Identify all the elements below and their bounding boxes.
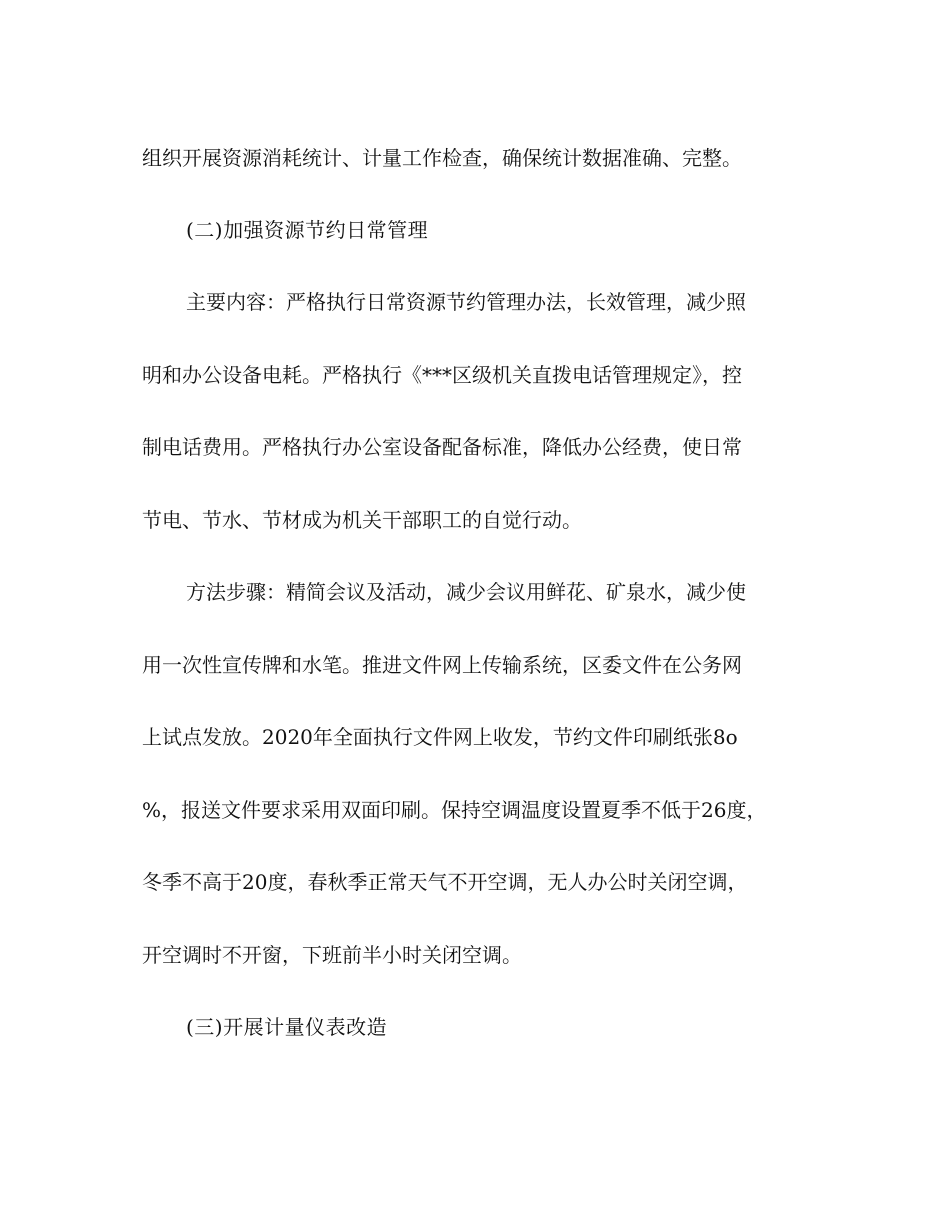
paragraph-line: 用一次性宣传牌和水笔。推进文件网上传输系统，区委文件在公务网 <box>142 653 742 677</box>
paragraph-line: 上试点发放。2020年全面执行文件网上收发，节约文件印刷纸张8o <box>142 725 738 749</box>
paragraph-line: 方法步骤：精简会议及活动，减少会议用鲜花、矿泉水，减少使 <box>186 580 746 604</box>
paragraph-line: 主要内容：严格执行日常资源节约管理办法，长效管理，减少照 <box>186 290 746 314</box>
paragraph-line: 制电话费用。严格执行办公室设备配备标准，降低办公经费，使日常 <box>142 435 742 459</box>
paragraph-line: %，报送文件要求采用双面印刷。保持空调温度设置夏季不低于26度， <box>142 798 767 822</box>
section-heading-3: (三)开展计量仪表改造 <box>186 1015 388 1039</box>
paragraph-line: 明和办公设备电耗。严格执行《***区级机关直拨电话管理规定》，控 <box>142 363 742 387</box>
paragraph-line: 节电、节水、节材成为机关干部职工的自觉行动。 <box>142 508 582 532</box>
paragraph-line: 冬季不高于20度，春秋季正常天气不开空调，无人办公时关闭空调， <box>142 870 748 894</box>
paragraph-line: 开空调时不开窗，下班前半小时关闭空调。 <box>142 943 522 967</box>
paragraph-line: 组织开展资源消耗统计、计量工作检查，确保统计数据准确、完整。 <box>142 146 742 170</box>
section-heading-2: (二)加强资源节约日常管理 <box>186 218 429 242</box>
